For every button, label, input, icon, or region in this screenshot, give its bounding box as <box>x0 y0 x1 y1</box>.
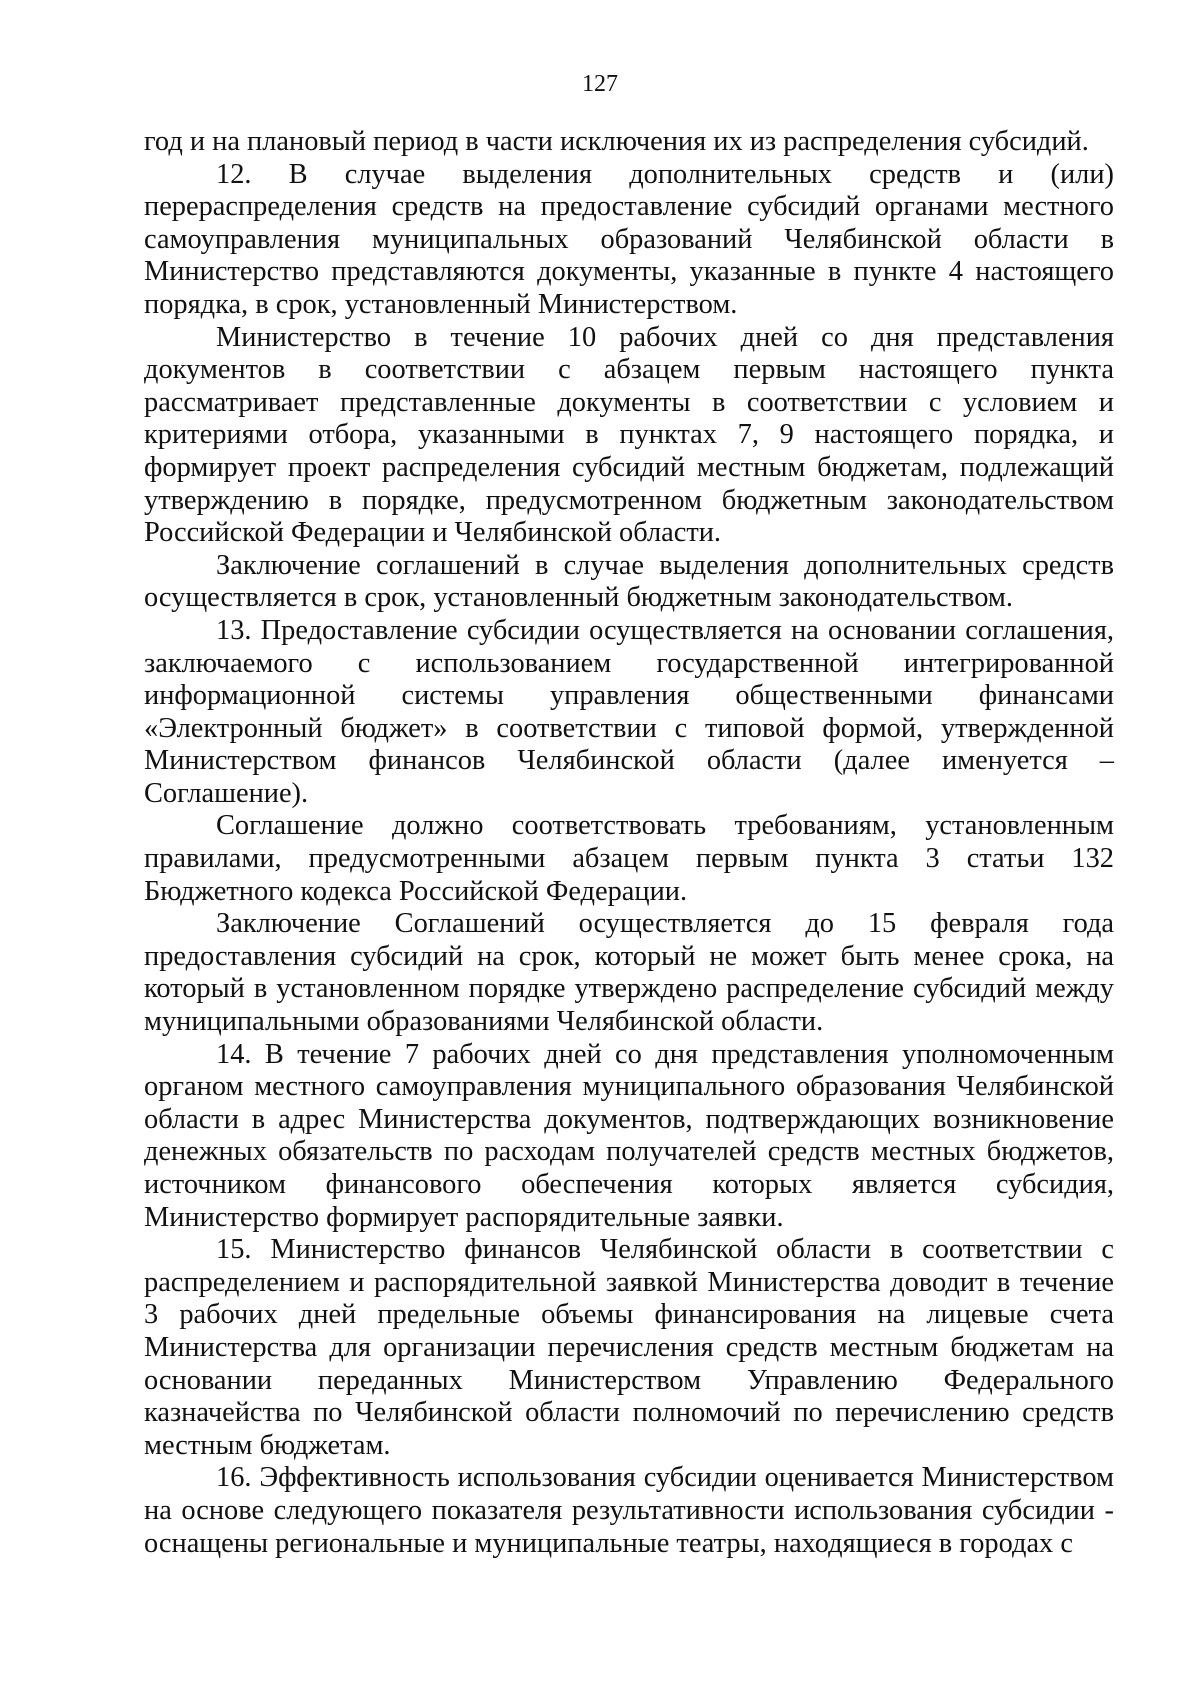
paragraph-item-12: 12. В случае выделения дополнительных средств и (или) перераспределения средств на предоставление субсидий органами местного самоуправления муниципальных образований Челябинской области в Министерство представляются документы, указанные в пункте 4 настоящего порядка, в срок, установленный Министерством. <box>144 158 1114 320</box>
document-body <box>144 126 1114 1560</box>
paragraph-item-13-requirements: Соглашение должно соответствовать требованиям, установленным правилами, предусмотренными абзацем первым пункта 3 статьи 132 Бюджетного кодекса Российской Федерации. <box>144 810 1114 907</box>
paragraph-item-12-agreements: Заключение соглашений в случае выделения дополнительных средств осуществляется в срок, установленный бюджетным законодательством. <box>144 549 1114 614</box>
paragraph-item-14: 14. В течение 7 рабочих дней со дня представления уполномоченным органом местного самоуправления муниципального образования Челябинской области в адрес Министерства документов, подтверждающих возникновение денежных обязательств по расходам получателей средств местных бюджетов, источником финансового обеспечения которых является субсидия, Министерство формирует распорядительные заявки. <box>144 1038 1114 1233</box>
paragraph-item-12-review: Министерство в течение 10 рабочих дней со дня представления документов в соответствии с абзацем первым настоящего пункта рассматривает представленные документы в соответствии с условием и критериями отбора, указанными в пунктах 7, 9 настоящего порядка, и формирует проект распределения субсидий местным бюджетам, подлежащий утверждению в порядке, предусмотренном бюджетным законодательством Российской Федерации и Челябинской области. <box>144 321 1114 549</box>
paragraph-item-13: 13. Предоставление субсидии осуществляется на основании соглашения, заключаемого с использованием государственной интегрированной информационной системы управления общественными финансами «Электронный бюджет» в соответствии с типовой формой, утвержденной Министерством финансов Челябинской области (далее именуется – Соглашение). <box>144 614 1114 809</box>
paragraph-item-16: 16. Эффективность использования субсидии оценивается Министерством на основе следующего показателя результативности использования субсидии - оснащены региональные и муниципальные театры, находящиеся в городах с <box>144 1462 1114 1559</box>
paragraph-continuation: год и на плановый период в части исключения их из распределения субсидий. <box>144 126 1089 157</box>
paragraph-item-15: 15. Министерство финансов Челябинской области в соответствии с распределением и распорядительной заявкой Министерства доводит в течение 3 рабочих дней предельные объемы финансирования на лицевые счета Министерства для организации перечисления средств местным бюджетам на основании переданных Министерством Управлению Федерального казначейства по Челябинской области полномочий по перечислению средств местным бюджетам. <box>144 1234 1114 1461</box>
paragraph-item-13-deadline: Заключение Соглашений осуществляется до 15 февраля года предоставления субсидий на срок, который не может быть менее срока, на который в установленном порядке утверждено распределение субсидий между муниципальными образованиями Челябинской области. <box>144 908 1114 1038</box>
page-number: 127 <box>582 71 618 97</box>
